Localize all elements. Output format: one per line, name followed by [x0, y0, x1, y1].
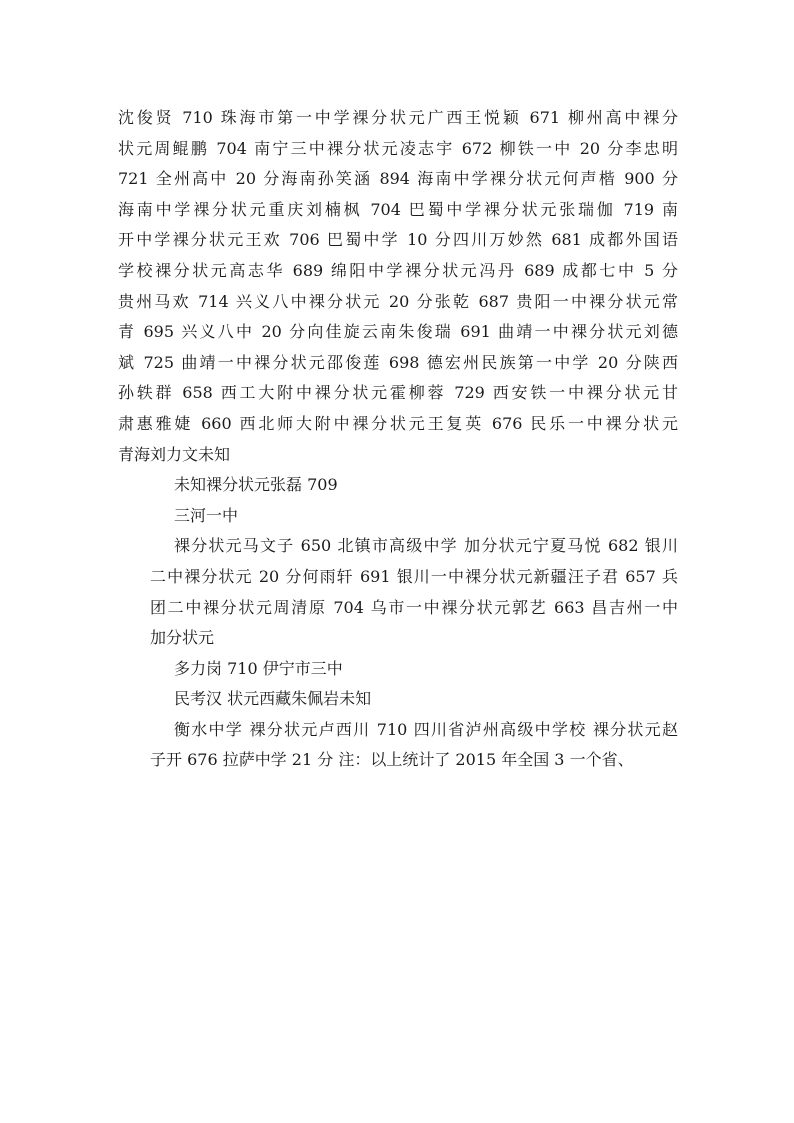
paragraph: [118, 715, 678, 776]
text-line: 青 695 兴义八中 20 分向佳旋云南朱俊瑞 691 曲靖一中裸分状元刘德: [118, 322, 678, 342]
text-line: 多力岗 710 伊宁市三中: [174, 658, 343, 678]
text-line: 裸分状元马文子 650 北镇市高级中学 加分状元宁夏马悦 682 银川: [174, 536, 678, 556]
text-line: 子开 676 拉萨中学 21 分 注：以上统计了 2015 年全国 3 一个省、: [150, 750, 634, 770]
text-line: 衡水中学 裸分状元卢西川 710 四川省泸州高级中学校 裸分状元赵: [174, 719, 678, 739]
text-line: 二中裸分状元 20 分何雨轩 691 银川一中裸分状元新疆汪子君 657 兵: [150, 566, 678, 586]
paragraph: [118, 654, 678, 685]
text-line: 海南中学裸分状元重庆刘楠枫 704 巴蜀中学裸分状元张瑞伽 719 南: [118, 199, 678, 219]
paragraph: [118, 531, 678, 653]
paragraph: [118, 501, 678, 532]
text-line: 721 全州高中 20 分海南孙笑涵 894 海南中学裸分状元何声楷 900 分: [118, 169, 678, 189]
text-line: 三河一中: [174, 505, 239, 525]
text-line: 未知裸分状元张磊 709: [174, 475, 338, 495]
text-line: 学校裸分状元高志华 689 绵阳中学裸分状元冯丹 689 成都七中 5 分: [118, 260, 678, 280]
text-line: 青海刘力文未知: [118, 444, 231, 464]
text-line: 团二中裸分状元周清原 704 乌市一中裸分状元郭艺 663 昌吉州一中: [150, 597, 678, 617]
paragraph: [118, 103, 678, 470]
text-line: 肃惠雅婕 660 西北师大附中裸分状元王复英 676 民乐一中裸分状元: [118, 413, 678, 433]
paragraph: [118, 470, 678, 501]
text-line: 斌 725 曲靖一中裸分状元邵俊莲 698 德宏州民族第一中学 20 分陕西: [118, 352, 678, 372]
text-line: 状元周鲲鹏 704 南宁三中裸分状元凌志宇 672 柳铁一中 20 分李忠明: [118, 138, 678, 158]
text-line: 加分状元: [150, 628, 215, 648]
text-line: 孙轶群 658 西工大附中裸分状元霍柳蓉 729 西安铁一中裸分状元甘: [118, 383, 678, 403]
text-line: 民考汉 状元西藏朱佩岩未知: [174, 689, 372, 709]
paragraph: [118, 684, 678, 715]
text-line: 沈俊贤 710 珠海市第一中学裸分状元广西王悦颖 671 柳州高中裸分: [118, 108, 678, 127]
text-line: 贵州马欢 714 兴义八中裸分状元 20 分张乾 687 贵阳一中裸分状元常: [118, 291, 678, 311]
document-body: [118, 103, 678, 776]
text-line: 开中学裸分状元王欢 706 巴蜀中学 10 分四川万妙然 681 成都外国语: [118, 230, 678, 250]
